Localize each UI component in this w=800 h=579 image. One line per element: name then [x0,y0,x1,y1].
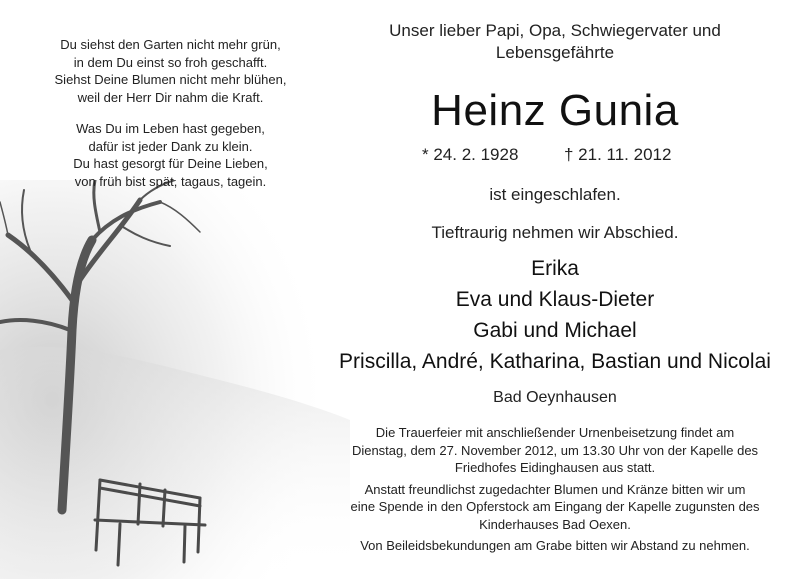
asleep-text: ist eingeschlafen. [489,185,621,204]
poem-line: weil der Herr Dir nahm die Kraft. [77,89,264,105]
farewell-text: Tieftraurig nehmen wir Abschied. [431,223,679,242]
condolence-paragraph [320,537,790,555]
notice-line: Anstatt freundlichst zugedachter Blumen und Kränze bitten wir um [364,481,746,497]
tree-bench-illustration [0,180,350,579]
deceased-name: Heinz Gunia [431,86,679,135]
intro-line: Lebensgefährte [495,43,615,62]
poem-line: von früh bist spät, tagaus, tagein. [74,173,267,189]
mourners-list [320,253,790,377]
donation-paragraph [320,481,790,534]
birth-date: * 24. 2. 1928 [422,145,519,164]
mourner-entry: Gabi und Michael [473,319,637,342]
mourner-entry: Erika [531,257,579,280]
death-date: † 21. 11. 2012 [564,145,672,164]
place-name: Bad Oeynhausen [493,389,617,406]
intro-text [320,20,790,64]
poem-line: Siehst Deine Blumen nicht mehr blühen, [54,72,287,87]
notice-line: Dienstag, dem 27. November 2012, um 13.30 Uhr von der Kapelle des [351,442,759,458]
funeral-paragraph [320,424,790,477]
notice-line: Von Beileidsbekundungen am Grabe bitten wir Abstand zu nehmen. [360,538,750,553]
notice-line: Friedhofes Eidinghausen aus statt. [454,460,656,475]
notice-line: Kinderhauses Bad Oexen. [479,516,631,532]
poem-line: dafür ist jeder Dank zu klein. [88,138,253,154]
poem-line: Was Du im Leben hast gegeben, [76,121,265,136]
poem-stanza-2 [18,120,323,190]
mourner-entry: Eva und Klaus-Dieter [455,288,655,311]
notice-line: Die Trauerfeier mit anschließender Urnenbeisetzung findet am [375,425,735,440]
poem-stanza-1 [18,36,323,106]
poem-line: Du hast gesorgt für Deine Lieben, [73,156,268,171]
funeral-notice [320,424,790,559]
intro-line: Unser lieber Papi, Opa, Schwiegervater und [389,21,721,40]
mourner-entry: Priscilla, André, Katharina, Bastian und Nicolai [339,350,771,373]
poem [18,36,323,204]
poem-line: Du siehst den Garten nicht mehr grün, [60,37,281,52]
notice-line: eine Spende in den Opferstock am Eingang der Kapelle zugunsten des [350,499,760,514]
poem-line: in dem Du einst so froh geschafft. [73,54,268,70]
